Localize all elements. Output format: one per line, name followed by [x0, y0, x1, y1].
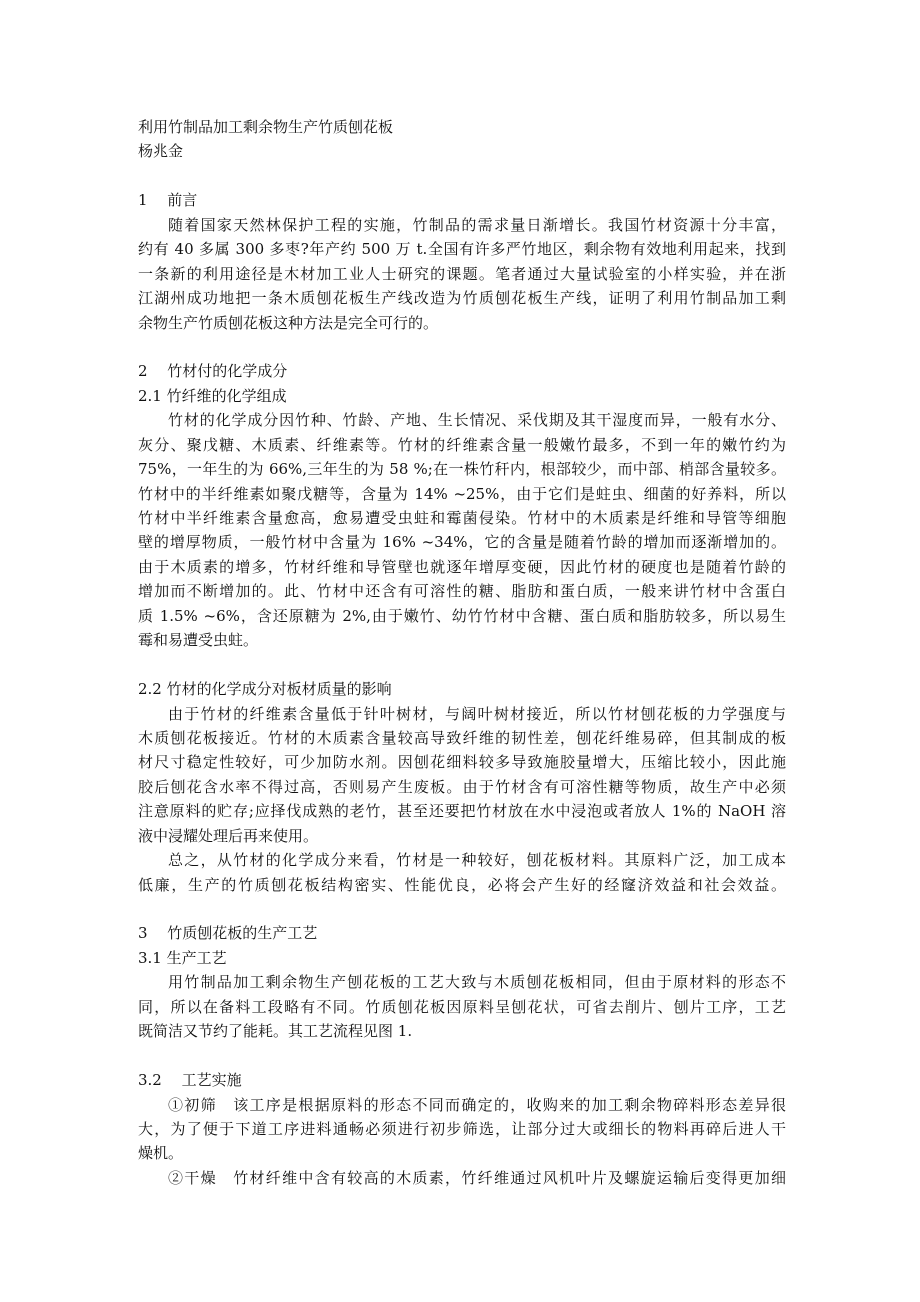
- text-line: 注意原料的贮存;应择伐成熟的老竹，甚至还要把竹材放在水中浸泡或者放人 1%的 NaOH 溶: [138, 802, 786, 821]
- blank-line: [138, 653, 786, 677]
- text-line: 竹材中的半纤维素如聚戊糖等，含量为 14% ~25%，由于它们是蛀虫、细菌的好养料，所以: [138, 484, 786, 503]
- text-line: 用竹制品加工剩余物生产刨花板的工艺大致与木质刨花板相同，但由于原材料的形态不: [168, 973, 786, 992]
- text-line: 胶后刨花含水率不得过高，否则易产生废板。由于竹材含有可溶性糖等物质，故生产中必须: [138, 777, 786, 796]
- text-line: 总之，从竹材的化学成分来看，竹材是一种较好，刨花板材料。其原料广泛，加工成本: [168, 851, 786, 870]
- section-heading: 2 竹材付的化学成分: [138, 362, 288, 381]
- blank-line: [138, 897, 786, 921]
- text-line: 75%，一年生的为 66%,三年生的为 58 %;在一株竹秆内，根部较少，而中部、梢部含量较多。: [138, 460, 786, 479]
- text-line: 由于木质素的增多，竹材纤维和导管壁也就逐年增厚变硬，因此竹材的硬度也是随着竹龄的: [138, 557, 786, 576]
- text-line: 低廉，生产的竹质刨花板结构密实、性能优良，必将会产生好的经窿济效益和社会效益。: [138, 875, 786, 894]
- text-line: 竹材中半纤维素含量愈高，愈易遭受虫蛀和霉菌侵染。竹材中的木质素是纤维和导管等细胞: [138, 509, 786, 527]
- text-line: 质 1.5% ~6%，含还原糖为 2%,由于嫩竹、幼竹竹材中含糖、蛋白质和脂肪较多，所以易生: [138, 606, 786, 625]
- text-line: 竹材的化学成分因竹种、竹龄、产地、生长情况、采伐期及其干湿度而异，一般有水分、: [168, 411, 786, 430]
- text-line: 约有 40 多属 300 多枣?年产约 500 万 t.全国有许多严竹地区，剩余物有效地利用起来，找到: [138, 240, 786, 259]
- blank-line: [138, 1044, 786, 1068]
- text-line: 液中浸耀处理后再来使用。: [138, 826, 319, 845]
- text-line: 壁的增厚物质，一般竹材中含量为 16% ~34%，它的含量是随着竹龄的增加而逐渐增加的。: [138, 533, 786, 552]
- section-heading: 2.2 竹材的化学成分对板材质量的影响: [138, 680, 392, 699]
- text-line: 霉和易遭受虫蛀。: [138, 631, 259, 650]
- section-heading: 3 竹质刨花板的生产工艺: [138, 924, 318, 943]
- text-line: 既简洁又节约了能耗。其工艺流程见图 1.: [138, 1022, 413, 1041]
- text-line: 随着国家天然林保护工程的实施，竹制品的需求量日渐增长。我国竹材资源十分丰富，: [168, 215, 786, 234]
- text-line: 江湖州成功地把一条木质刨花板生产线改造为竹质刨花板生产线，证明了利用竹制品加工剩: [138, 289, 786, 308]
- section-heading: 1 前言: [138, 191, 198, 210]
- blank-line: [138, 335, 786, 359]
- text-line: ①初筛 该工序是根据原料的形态不同而确定的，收购来的加工剩余物碎料形态差异很: [168, 1095, 786, 1114]
- text-line: 增加而不断增加的。此、竹材中还含有可溶性的糖、脂肪和蛋白质，一般来讲竹材中含蛋白: [138, 582, 786, 601]
- text-line: 燥机。: [138, 1144, 184, 1163]
- document-body: [138, 115, 786, 1190]
- document-title: 利用竹制品加工剩余物生产竹质刨花板: [138, 118, 394, 136]
- text-line: 大，为了便于下道工序进料通畅必须进行初步筛选，让部分过大或细长的物料再碎后进人干: [138, 1119, 786, 1138]
- text-line: 材尺寸稳定性较好，可少加防水剂。因刨花细料较多导致施胶量增大，压缩比较小，因此施: [138, 753, 786, 772]
- section-heading: 3.2 工艺实施: [138, 1071, 242, 1090]
- text-line: 同，所以在备料工段略有不同。竹质刨花板因原料呈刨花状，可省去削片、刨片工序，工艺: [138, 997, 786, 1016]
- document-author: 杨兆金: [138, 142, 184, 161]
- section-heading: 2.1 竹纤维的化学组成: [138, 386, 287, 405]
- blank-line: [138, 164, 786, 188]
- text-line: 灰分、聚戊糖、木质素、纤维素等。竹材的纤维素含量一般嫩竹最多，不到一年的嫩竹约为: [138, 435, 786, 454]
- section-heading: 3.1 生产工艺: [138, 948, 227, 967]
- text-line: 余物生产竹质刨花板这种方法是完全可行的。: [138, 313, 439, 332]
- text-line: ②干燥 竹材纤维中含有较高的木质素，竹纤维通过风机叶片及螺旋运输后变得更加细: [168, 1168, 786, 1187]
- text-line: 木质刨花板接近。竹材的木质素含量较高导致纤维的韧性差，刨花纤维易碎，但其制成的板: [138, 728, 786, 747]
- text-line: 由于竹材的纤维素含量低于针叶树材，与阔叶树材接近，所以竹材刨花板的力学强度与: [168, 704, 786, 723]
- text-line: 一条新的利用途径是木材加工业人士研究的课题。笔者通过大量试验室的小样实验，并在浙: [138, 264, 786, 283]
